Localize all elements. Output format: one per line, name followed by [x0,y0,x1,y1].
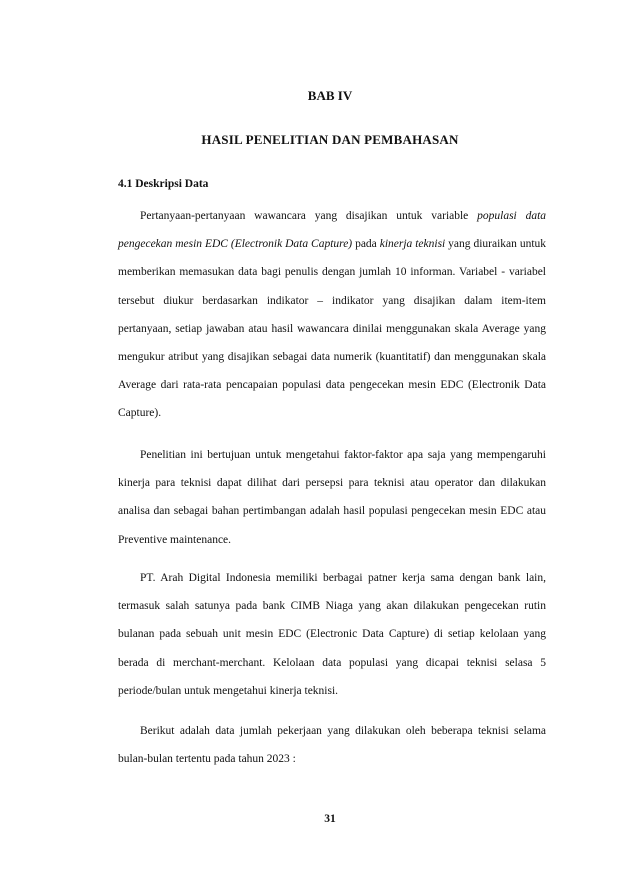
paragraph-1-part-e: yang diuraikan untuk memberikan memasukan data bagi penulis dengan jumlah 10 informan. Variabel - variabel tersebut diukur berdasarkan indikator – indikator yang disajikan dalam item-item pertanyaan, setiap jawaban atau hasil wawancara dinilai menggunakan skala Average yang mengukur atribut yang disajikan sebagai data numerik (kuantitatif) dan menggunakan skala Average dari rata-rata pencapaian populasi data pengecekan mesin EDC (Electronik Data Capture). [118,238,547,420]
paragraph-1 [118,202,546,428]
section-heading: 4.1 Deskripsi Data [118,178,209,190]
paragraph-1-italic-variable: populasi data pengecekan mesin EDC (Electronik Data Capture) [118,210,547,251]
chapter-label: BAB IV [307,88,353,103]
paragraph-4 [118,717,546,773]
paragraph-3-text: PT. Arah Digital Indonesia memiliki berbagai patner kerja sama dengan bank lain, termasuk salah satunya pada bank CIMB Niaga yang akan dilakukan pengecekan rutin bulanan pada sebuah unit mesin EDC (Electronic Data Capture) di setiap kelolaan yang berada di merchant-merchant. Kelolaan data populasi yang dicapai teknisi selasa 5 periode/bulan untuk mengetahui kinerja teknisi. [118,572,546,697]
paragraph-1-text [118,202,546,428]
paragraph-1-part-c: pada [352,238,380,251]
page-number: 31 [324,813,336,825]
paragraph-2-text: Penelitian ini bertujuan untuk mengetahui faktor-faktor apa saja yang mempengaruhi kinerja para teknisi dapat dilihat dari persepsi para teknisi atau operator dan dilakukan analisa dan sebagai bahan pertimbangan adalah hasil populasi pengecekan mesin EDC atau Preventive maintenance. [118,449,546,546]
paragraph-3 [118,564,546,705]
paragraph-2 [118,441,546,554]
paragraph-4-text: Berikut adalah data jumlah pekerjaan yang dilakukan oleh beberapa teknisi selama bulan-bulan tertentu pada tahun 2023 : [118,725,546,766]
paragraph-1-part-a: Pertanyaan-pertanyaan wawancara yang disajikan untuk variable [140,210,478,222]
paragraph-1-italic-kinerja: kinerja teknisi [379,238,446,251]
chapter-title: HASIL PENELITIAN DAN PEMBAHASAN [201,132,459,147]
